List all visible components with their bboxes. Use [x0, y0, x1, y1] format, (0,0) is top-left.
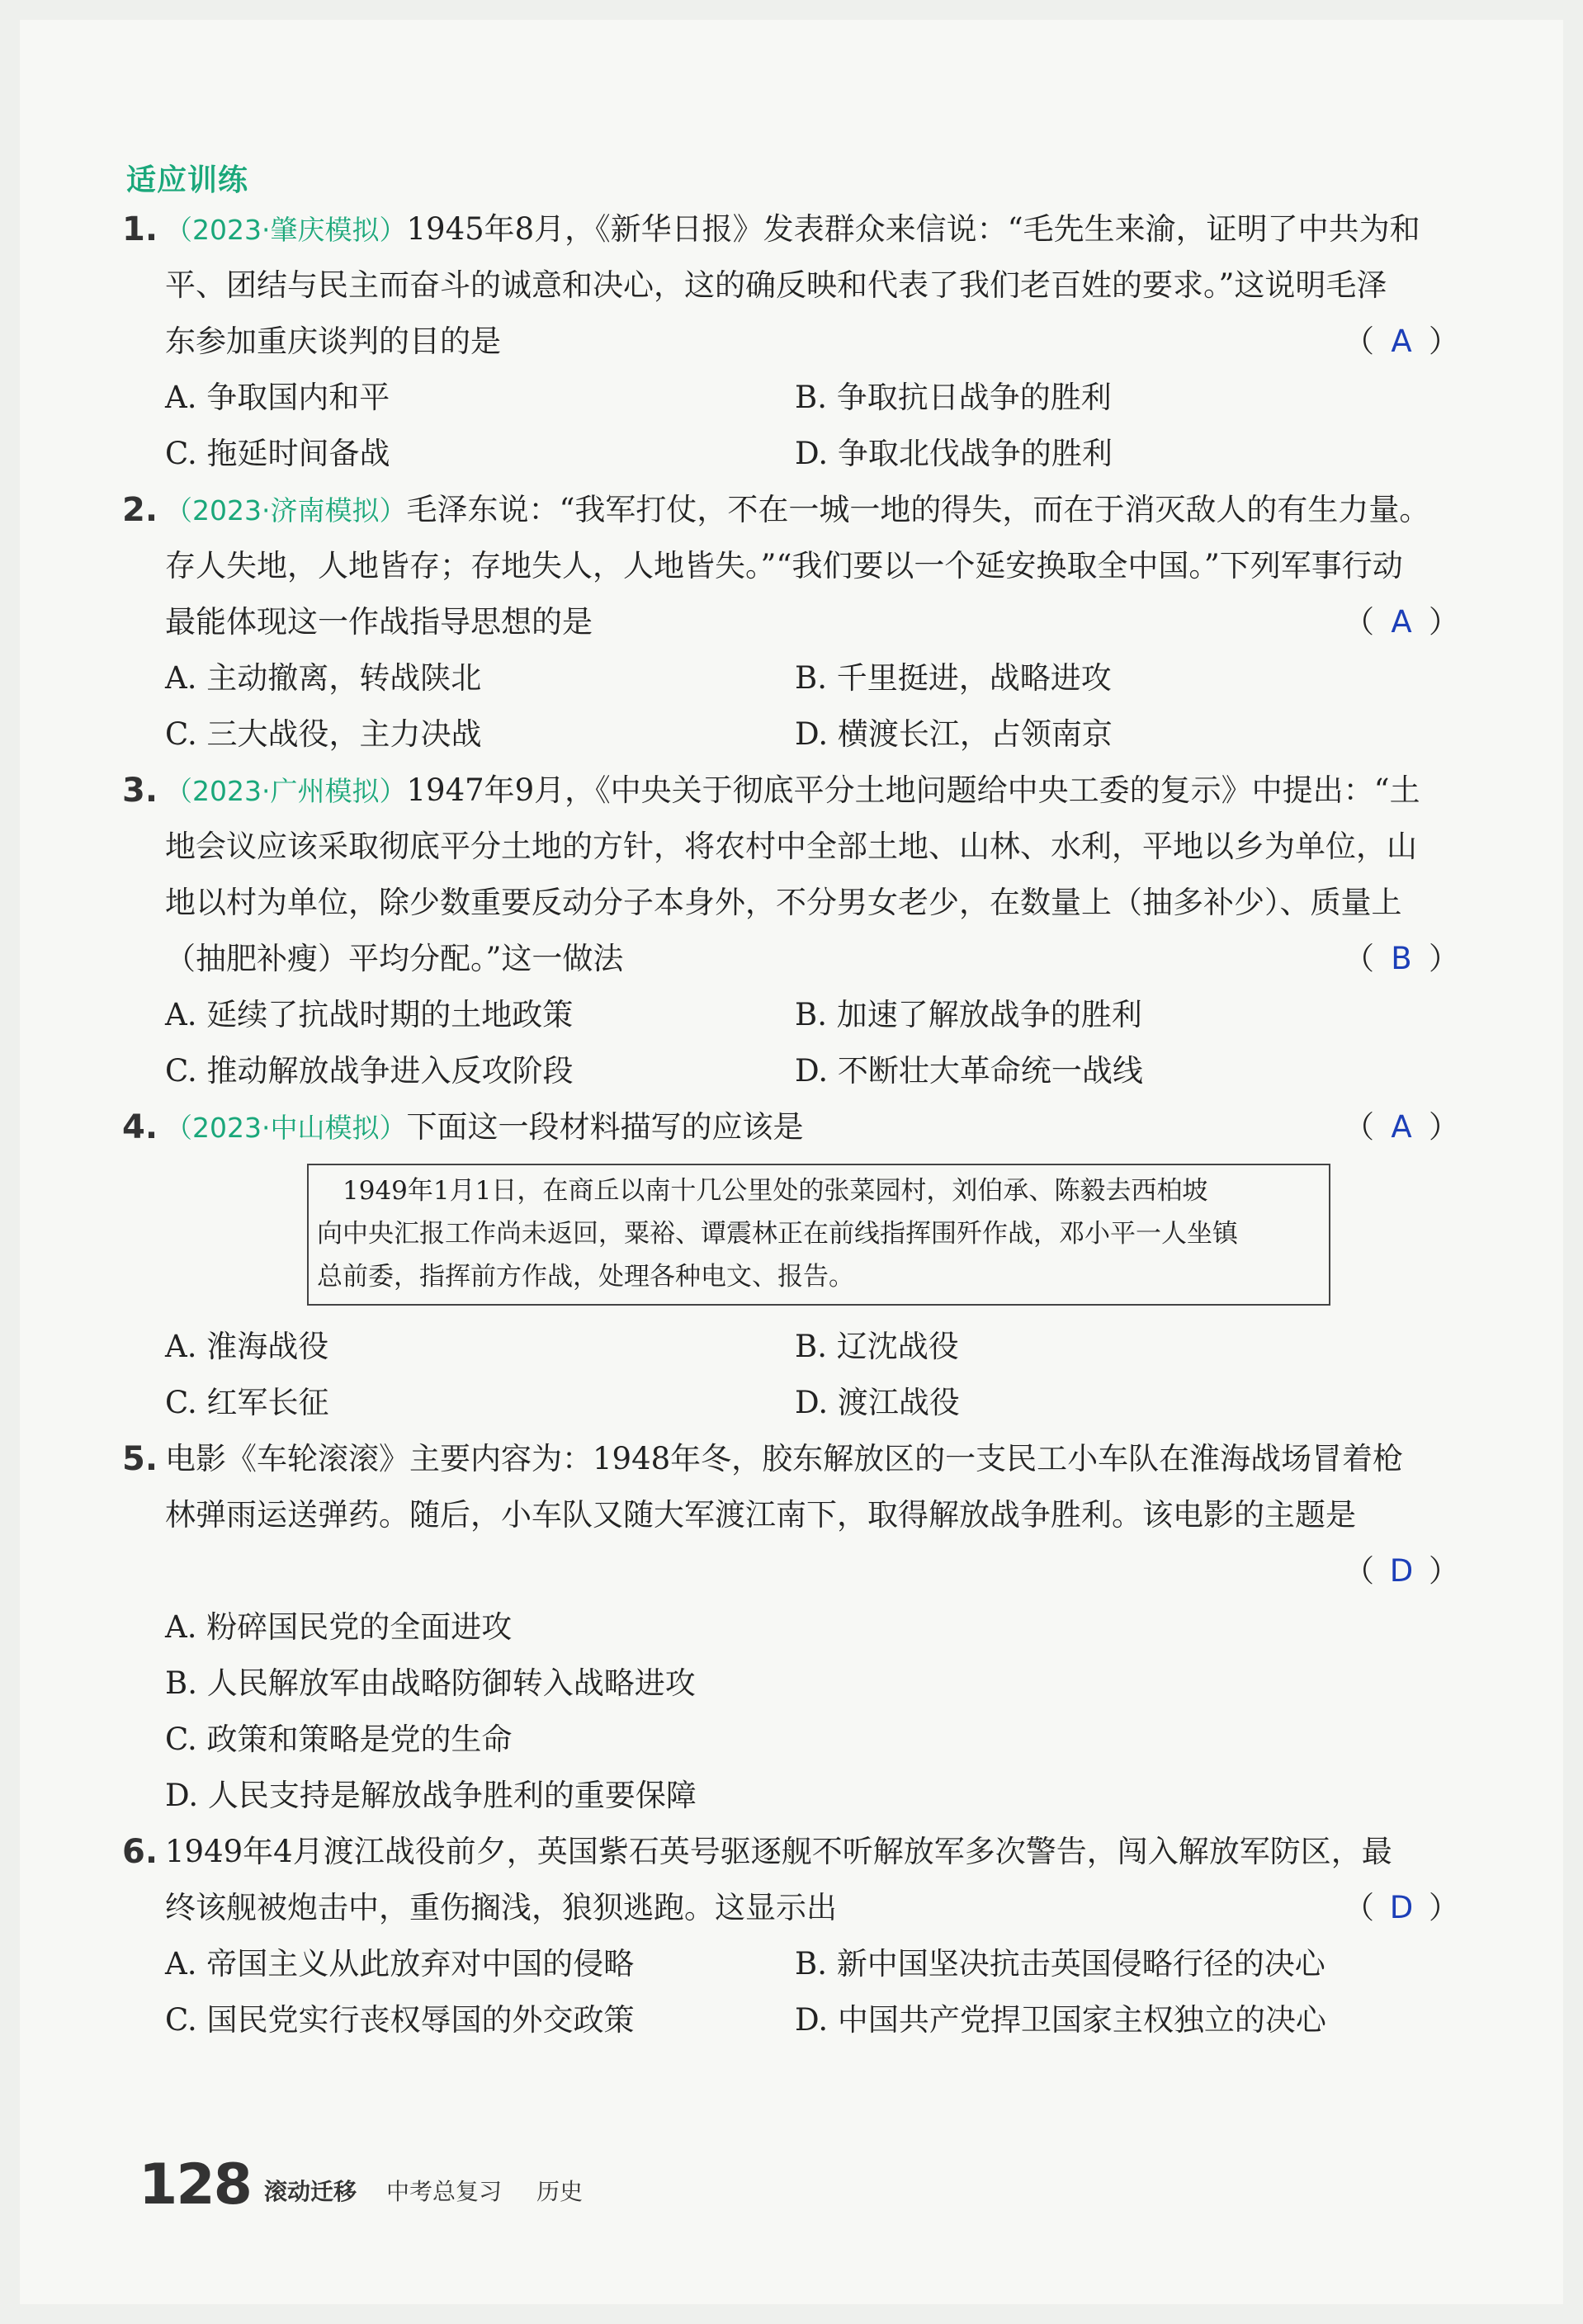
- option-a: A. 淮海战役: [165, 1329, 329, 1364]
- question-1: [122, 210, 1453, 248]
- question-3: [122, 772, 1453, 810]
- question-text: 存人失地，人地皆存；存地失人，人地皆失。”“我们要以一个延安换取全中国。”下列军事行动: [165, 548, 1403, 583]
- answer: A: [1391, 324, 1412, 359]
- question-source: （2023·中山模拟）: [165, 1112, 407, 1144]
- option-a: A. 争取国内和平: [165, 380, 390, 415]
- question-text: 最能体现这一作战指导思想的是: [165, 604, 593, 640]
- option-d: D. 横渡长江，占领南京: [795, 716, 1113, 752]
- question-text: 平、团结与民主而奋斗的诚意和决心，这的确反映和代表了我们老百姓的要求。”这说明毛泽: [165, 267, 1387, 303]
- question-text: 终该舰被炮击中，重伤搁浅，狼狈逃跑。这显示出: [165, 1890, 837, 1925]
- page-number: 128: [139, 2152, 251, 2218]
- option-b: B. 人民解放军由战略防御转入战略进攻: [165, 1665, 696, 1701]
- answer: D: [1389, 1553, 1414, 1589]
- question-text: 林弹雨运送弹药。随后，小车队又随大军渡江南下，取得解放战争胜利。该电影的主题是: [165, 1497, 1356, 1533]
- answer: A: [1391, 604, 1412, 640]
- option-a: A. 帝国主义从此放弃对中国的侵略: [165, 1946, 635, 1982]
- question-source: （2023·济南模拟）: [165, 494, 407, 527]
- answer: A: [1391, 1109, 1412, 1145]
- option-d: D. 不断壮大革命统一战线: [795, 1053, 1143, 1089]
- question-number: 2.: [122, 491, 158, 529]
- question-number: 5.: [122, 1440, 158, 1478]
- answer: D: [1389, 1890, 1414, 1925]
- option-d: D. 人民支持是解放战争胜利的重要保障: [165, 1778, 697, 1813]
- option-c: C. 红军长征: [165, 1385, 329, 1420]
- book-brand: 滚动迁移: [264, 2178, 357, 2205]
- option-b: B. 辽沈战役: [795, 1329, 959, 1364]
- book-subject: 历史: [536, 2178, 584, 2205]
- answer: B: [1391, 941, 1412, 976]
- material-text: 1949年1月1日，在商丘以南十几公里处的张菜园村，刘伯承、陈毅去西柏坡: [317, 1176, 1208, 1206]
- option-d: D. 中国共产党捍卫国家主权独立的决心: [795, 2002, 1326, 2038]
- question-number: 3.: [122, 772, 158, 810]
- option-c: C. 拖延时间备战: [165, 436, 390, 471]
- option-a: A. 延续了抗战时期的土地政策: [165, 997, 574, 1032]
- question-text: 毛泽东说：“我军打仗，不在一城一地的得失，而在于消灭敌人的有生力量。: [406, 492, 1430, 527]
- question-source: （2023·广州模拟）: [165, 775, 407, 807]
- book-series: 中考总复习: [386, 2178, 503, 2205]
- option-c: C. 三大战役，主力决战: [165, 716, 482, 752]
- answer-bracket: （ A ）: [1344, 604, 1459, 640]
- option-d: D. 争取北伐战争的胜利: [795, 436, 1113, 471]
- question-text: （抽肥补瘦）平均分配。”这一做法: [165, 941, 624, 976]
- question-text: 1945年8月，《新华日报》发表群众来信说：“毛先生来渝，证明了中共为和: [406, 211, 1420, 247]
- question-text: 东参加重庆谈判的目的是: [165, 324, 501, 359]
- question-source: （2023·肇庆模拟）: [165, 214, 407, 246]
- answer-bracket: （ D ）: [1344, 1890, 1459, 1925]
- material-text: 向中央汇报工作尚未返回，粟裕、谭震林正在前线指挥围歼作战，邓小平一人坐镇: [317, 1219, 1238, 1249]
- option-d: D. 渡江战役: [795, 1385, 960, 1420]
- question-text: 1949年4月渡江战役前夕，英国紫石英号驱逐舰不听解放军多次警告，闯入解放军防区，最: [165, 1834, 1392, 1869]
- option-c: C. 政策和策略是党的生命: [165, 1722, 513, 1757]
- question-number: 4.: [122, 1108, 158, 1146]
- question-2: [122, 491, 1453, 529]
- question-text: 地会议应该采取彻底平分土地的方针，将农村中全部土地、山林、水利，平地以乡为单位，山: [165, 829, 1417, 864]
- answer-bracket: （ D ）: [1344, 1553, 1459, 1589]
- question-5: [122, 1440, 1453, 1478]
- option-a: A. 主动撤离，转战陕北: [165, 660, 482, 696]
- option-b: B. 加速了解放战争的胜利: [795, 997, 1142, 1032]
- option-b: B. 争取抗日战争的胜利: [795, 380, 1112, 415]
- question-text: 1947年9月，《中央关于彻底平分土地问题给中央工委的复示》中提出：“土: [406, 772, 1420, 808]
- material-box: [307, 1164, 1330, 1306]
- option-a: A. 粉碎国民党的全面进攻: [165, 1609, 513, 1645]
- question-text: 下面这一段材料描写的应该是: [406, 1109, 804, 1145]
- answer-bracket: （ A ）: [1344, 1109, 1459, 1145]
- question-text: 地以村为单位，除少数重要反动分子本身外，不分男女老少，在数量上（抽多补少）、质量上: [165, 885, 1402, 920]
- answer-bracket: （ B ）: [1344, 941, 1459, 976]
- option-c: C. 国民党实行丧权辱国的外交政策: [165, 2002, 635, 2038]
- option-c: C. 推动解放战争进入反攻阶段: [165, 1053, 574, 1089]
- option-b: B. 千里挺进，战略进攻: [795, 660, 1112, 696]
- section-title: 适应训练: [126, 163, 249, 197]
- question-6: [122, 1833, 1453, 1871]
- question-number: 6.: [122, 1833, 158, 1871]
- answer-bracket: （ A ）: [1344, 324, 1459, 359]
- material-text: 总前委，指挥前方作战，处理各种电文、报告。: [317, 1262, 854, 1292]
- question-number: 1.: [122, 210, 158, 248]
- question-text: 电影《车轮滚滚》主要内容为：1948年冬，胶东解放区的一支民工小车队在淮海战场冒着枪: [165, 1441, 1404, 1476]
- option-b: B. 新中国坚决抗击英国侵略行径的决心: [795, 1946, 1325, 1982]
- question-4: [122, 1108, 1453, 1146]
